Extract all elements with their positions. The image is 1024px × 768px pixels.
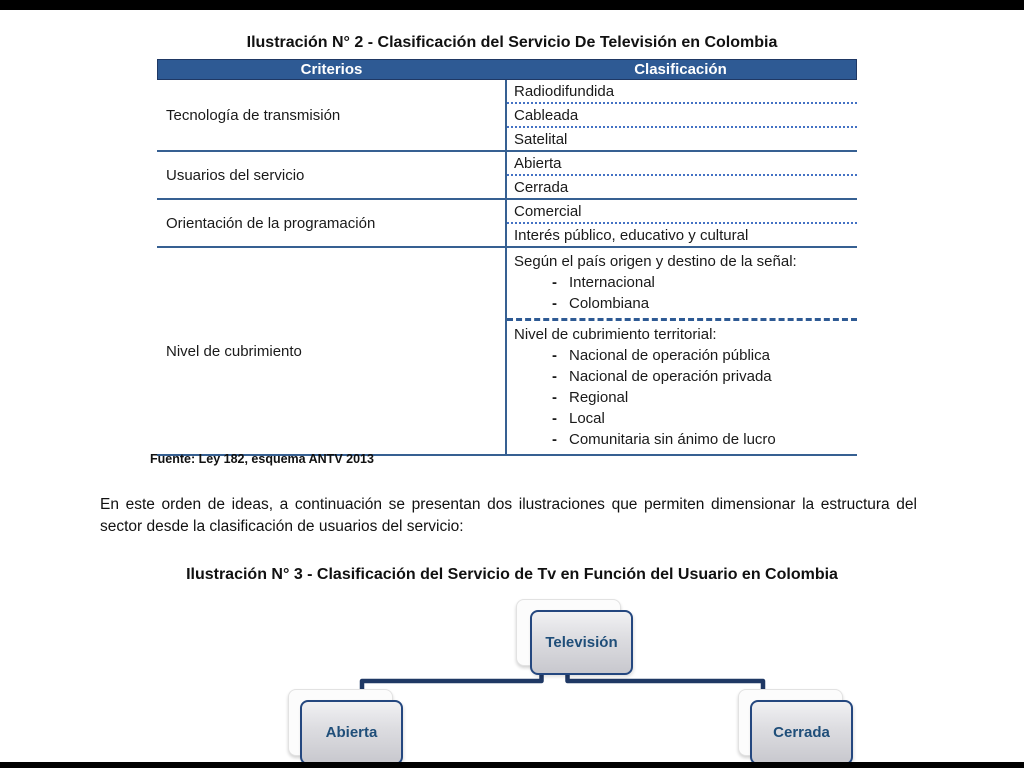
criteria-cell: Tecnología de transmisión bbox=[166, 106, 341, 124]
block-title: Nivel de cubrimiento territorial: bbox=[514, 326, 717, 343]
classification-cell bbox=[505, 248, 857, 454]
table-body bbox=[157, 80, 857, 456]
classification-cell bbox=[505, 152, 857, 198]
classification-cell bbox=[505, 80, 857, 150]
classification-item: Interés público, educativo y cultural bbox=[507, 222, 857, 246]
table-row bbox=[157, 246, 857, 454]
body-paragraph: En este orden de ideas, a continuación se presentan dos ilustraciones que permiten dimensionar la estructura del sector desde la clasificación de usuarios del servicio: bbox=[100, 496, 917, 535]
classification-item: Cerrada bbox=[507, 174, 857, 198]
bullet-dash: - bbox=[552, 389, 557, 406]
org-node-cerrada: Cerrada bbox=[750, 700, 853, 765]
bullet-item bbox=[507, 408, 857, 429]
bullet-item bbox=[507, 429, 857, 450]
table-row bbox=[157, 80, 857, 150]
classification-item: Comercial bbox=[514, 202, 582, 220]
bullet-item bbox=[507, 345, 857, 366]
bullet-text: Regional bbox=[569, 389, 629, 406]
classification-cell bbox=[505, 200, 857, 246]
org-node-television: Televisión bbox=[530, 610, 633, 675]
bullet-text: Nacional de operación pública bbox=[569, 347, 770, 364]
classification-block bbox=[507, 318, 857, 454]
bullet-item bbox=[507, 272, 857, 293]
bullet-dash: - bbox=[552, 368, 557, 385]
table-row bbox=[157, 198, 857, 246]
illustration-2-title: Ilustración N° 2 - Clasificación del Servicio De Televisión en Colombia bbox=[246, 34, 778, 51]
table-row bbox=[157, 150, 857, 198]
bullet-dash: - bbox=[552, 274, 557, 291]
source-note: Fuente: Ley 182, esquema ANTV 2013 bbox=[150, 452, 374, 466]
classification-item: Satelital bbox=[507, 126, 857, 150]
table-header-criterios: Criterios bbox=[300, 61, 363, 78]
illustration-3-title: Ilustración N° 3 - Clasificación del Servicio de Tv en Función del Usuario en Colombia bbox=[186, 566, 838, 583]
bullet-text: Local bbox=[569, 410, 605, 427]
classification-block bbox=[507, 248, 857, 318]
block-title: Según el país origen y destino de la señal: bbox=[514, 253, 797, 270]
classification-table bbox=[157, 59, 857, 456]
bullet-item bbox=[507, 293, 857, 314]
criteria-cell: Orientación de la programación bbox=[166, 214, 376, 232]
table-header-clasificacion: Clasificación bbox=[634, 61, 727, 78]
classification-item: Cableada bbox=[507, 102, 857, 126]
classification-item: Abierta bbox=[514, 154, 562, 172]
bullet-dash: - bbox=[552, 410, 557, 427]
bullet-item bbox=[507, 387, 857, 408]
bullet-text: Colombiana bbox=[569, 295, 650, 312]
table-header-row bbox=[157, 59, 857, 80]
bullet-dash: - bbox=[552, 431, 557, 448]
bullet-item bbox=[507, 366, 857, 387]
criteria-cell: Usuarios del servicio bbox=[166, 166, 305, 184]
letterbox-bar-bottom bbox=[0, 762, 1024, 768]
letterbox-bar-top bbox=[0, 0, 1024, 10]
bullet-dash: - bbox=[552, 295, 557, 312]
bullet-text: Comunitaria sin ánimo de lucro bbox=[569, 431, 776, 448]
bullet-text: Internacional bbox=[569, 274, 655, 291]
classification-item: Radiodifundida bbox=[514, 82, 615, 100]
criteria-cell: Nivel de cubrimiento bbox=[166, 342, 302, 360]
bullet-dash: - bbox=[552, 347, 557, 364]
bullet-text: Nacional de operación privada bbox=[569, 368, 772, 385]
org-node-abierta: Abierta bbox=[300, 700, 403, 765]
